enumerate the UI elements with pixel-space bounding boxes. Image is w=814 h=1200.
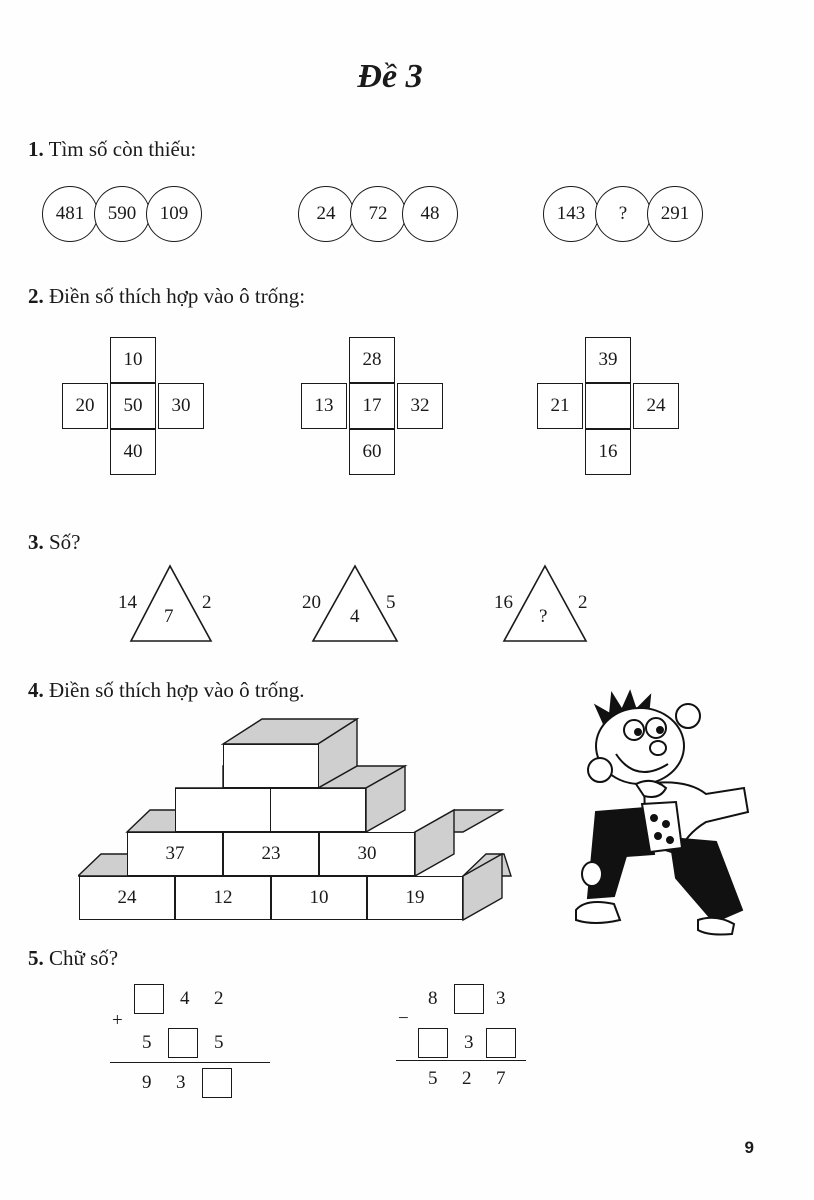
circle-number: 143: [543, 186, 599, 242]
digit: 7: [496, 1068, 506, 1089]
circle-number: 24: [298, 186, 354, 242]
grid-cell-bottom: 60: [349, 429, 395, 475]
circle-number: 72: [350, 186, 406, 242]
digit: 3: [496, 988, 506, 1009]
question-1-number: 1.: [28, 137, 44, 161]
cross-grid-1: [62, 337, 206, 481]
question-1-text: Tìm số còn thiếu:: [48, 137, 197, 161]
brick: 23: [223, 832, 319, 876]
addition-problem: [110, 982, 280, 1102]
digit: 4: [180, 988, 190, 1009]
circle-number: 109: [146, 186, 202, 242]
digit: 5: [214, 1032, 224, 1053]
brick-top[interactable]: [223, 744, 319, 788]
difference-line: [396, 1060, 526, 1061]
grid-cell-center-blank[interactable]: [585, 383, 631, 429]
page-number: 9: [744, 1138, 754, 1157]
digit-blank-box[interactable]: [134, 984, 164, 1014]
circle-number: 291: [647, 186, 703, 242]
triangle-left-number: 14: [118, 592, 137, 613]
question-2-number: 2.: [28, 284, 44, 308]
brick-pyramid: [78, 716, 518, 926]
brick: 12: [175, 876, 271, 920]
plus-sign: +: [112, 1010, 123, 1031]
triangle-right-number: 5: [386, 592, 396, 613]
grid-cell-left: 21: [537, 383, 583, 429]
brick: 19: [367, 876, 463, 920]
triangle-puzzle-2: [300, 560, 420, 650]
digit-blank-box[interactable]: [202, 1068, 232, 1098]
triangle-puzzle-3: [492, 560, 612, 650]
question-5: [28, 946, 118, 971]
digit: 8: [428, 988, 438, 1009]
cross-grid-2: [301, 337, 445, 481]
triangle-right-number: 2: [578, 592, 588, 613]
circle-number: 590: [94, 186, 150, 242]
digit: 5: [142, 1032, 152, 1053]
grid-cell-left: 20: [62, 383, 108, 429]
question-3: [28, 530, 81, 555]
triangle-center-number: 4: [350, 606, 360, 627]
sum-line: [110, 1062, 270, 1063]
question-4-number: 4.: [28, 678, 44, 702]
brick: 10: [271, 876, 367, 920]
question-1: [28, 137, 196, 162]
grid-cell-top: 10: [110, 337, 156, 383]
circle-number: 481: [42, 186, 98, 242]
triangle-puzzle-1: [112, 560, 232, 650]
brick-blank[interactable]: [175, 788, 271, 832]
digit: 3: [464, 1032, 474, 1053]
digit-blank-box[interactable]: [454, 984, 484, 1014]
digit: 5: [428, 1068, 438, 1089]
grid-cell-center: 17: [349, 383, 395, 429]
circle-group-1: [42, 186, 198, 242]
question-5-number: 5.: [28, 946, 44, 970]
brick-blank[interactable]: [270, 788, 366, 832]
triangle-right-number: 2: [202, 592, 212, 613]
digit-blank-box[interactable]: [418, 1028, 448, 1058]
circle-group-2: [298, 186, 454, 242]
grid-cell-right: 24: [633, 383, 679, 429]
question-3-text: Số?: [49, 530, 81, 554]
cross-grid-3: [537, 337, 681, 481]
minus-sign: −: [398, 1008, 409, 1029]
digit: 9: [142, 1072, 152, 1093]
circle-number: 48: [402, 186, 458, 242]
grid-cell-right: 32: [397, 383, 443, 429]
circle-group-3: [543, 186, 699, 242]
triangle-center-number: 7: [164, 606, 174, 627]
grid-cell-center: 50: [110, 383, 156, 429]
digit-blank-box[interactable]: [168, 1028, 198, 1058]
brick: 30: [319, 832, 415, 876]
circle-missing[interactable]: ?: [595, 186, 651, 242]
question-4-text: Điền số thích hợp vào ô trống.: [49, 678, 305, 702]
digit-blank-box[interactable]: [486, 1028, 516, 1058]
triangle-left-number: 20: [302, 592, 321, 613]
grid-cell-top: 28: [349, 337, 395, 383]
cartoon-boy-illustration: [566, 684, 756, 944]
brick: 37: [127, 832, 223, 876]
digit: 2: [214, 988, 224, 1009]
question-4: [28, 678, 305, 703]
triangle-center-missing[interactable]: ?: [539, 606, 548, 627]
grid-cell-right: 30: [158, 383, 204, 429]
grid-cell-top: 39: [585, 337, 631, 383]
page-title: Đề 3: [357, 58, 423, 95]
question-2-text: Điền số thích hợp vào ô trống:: [49, 284, 306, 308]
digit: 3: [176, 1072, 186, 1093]
subtraction-problem: [394, 982, 564, 1102]
brick: 24: [79, 876, 175, 920]
digit: 2: [462, 1068, 472, 1089]
question-3-number: 3.: [28, 530, 44, 554]
grid-cell-bottom: 16: [585, 429, 631, 475]
grid-cell-bottom: 40: [110, 429, 156, 475]
question-2: [28, 284, 305, 309]
question-5-text: Chữ số?: [49, 946, 119, 970]
triangle-left-number: 16: [494, 592, 513, 613]
grid-cell-left: 13: [301, 383, 347, 429]
